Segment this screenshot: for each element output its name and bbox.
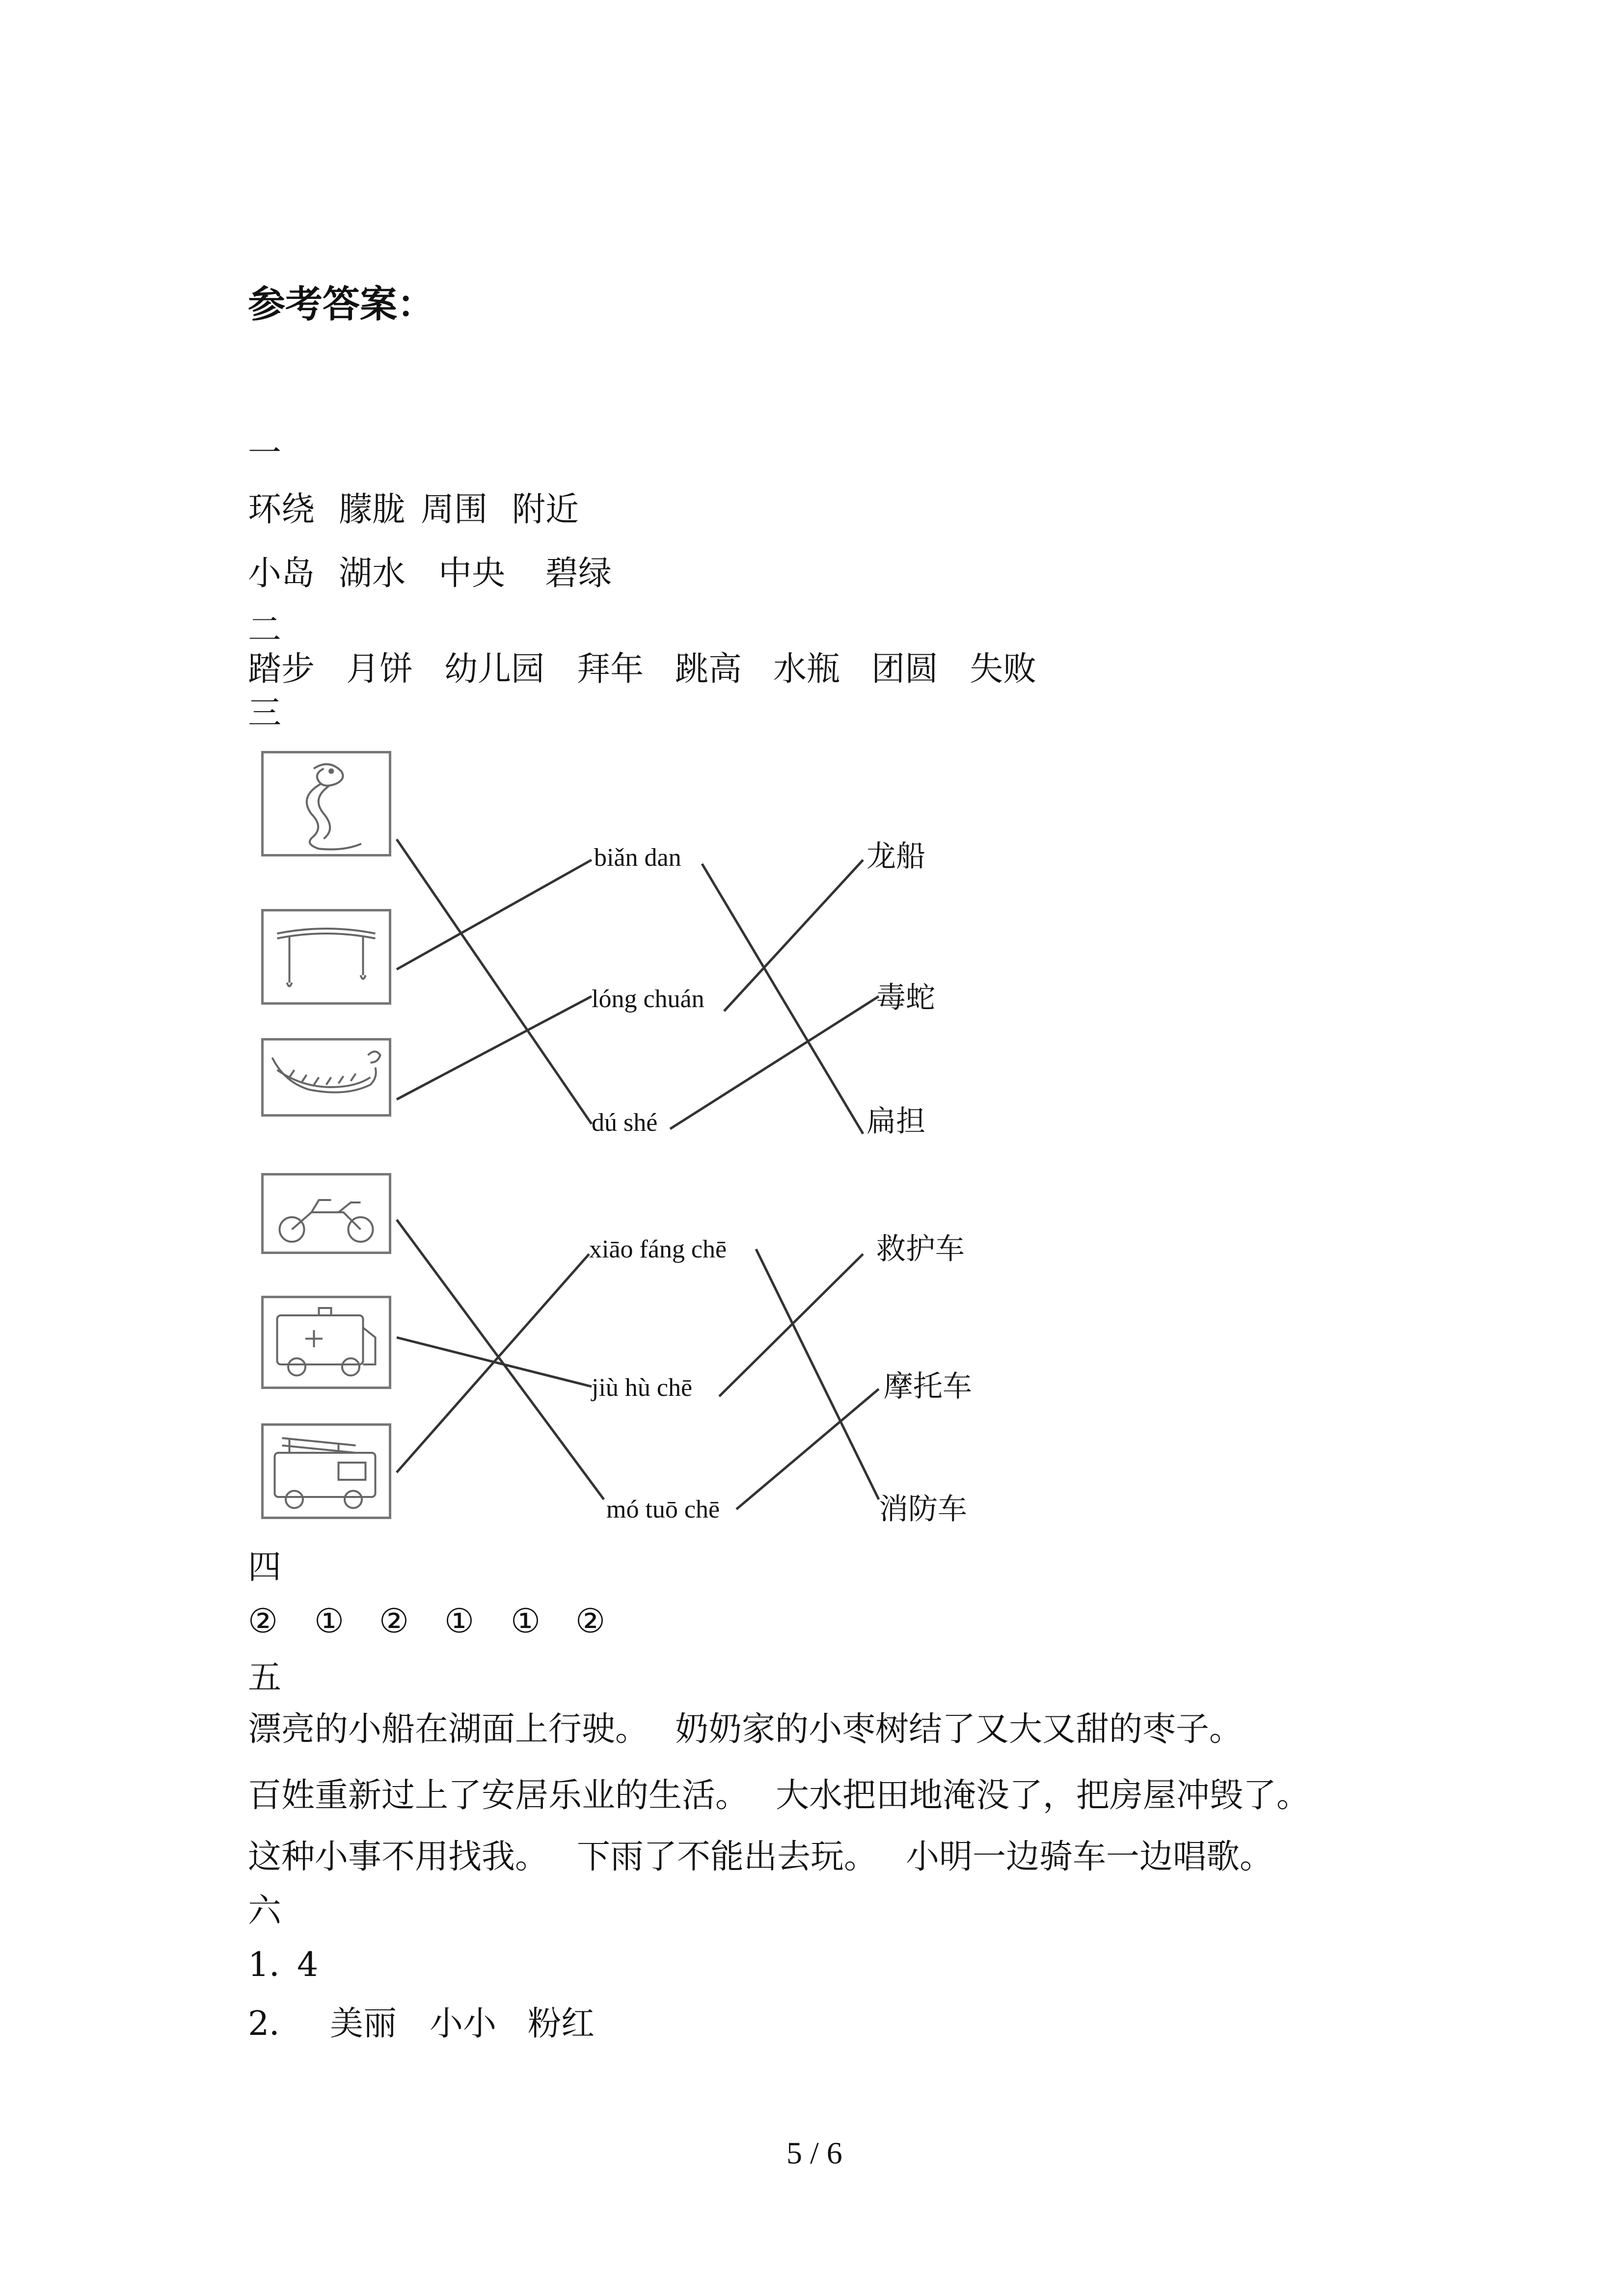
hanzi-label: 毒蛇 — [876, 981, 935, 1015]
answer-sentence: 下雨了不能出去玩。 — [577, 1838, 878, 1876]
answer-sentence: 漂亮的小船在湖面上行驶。 — [248, 1710, 649, 1749]
match-line — [736, 1389, 879, 1509]
section-heading-6: 六 — [248, 1892, 282, 1930]
answer-word: 拜年 — [577, 650, 644, 689]
match-line — [756, 1249, 879, 1499]
answer-word: 团圆 — [871, 650, 939, 689]
circled-answer: ② — [379, 1602, 409, 1641]
answer-word: 附近 — [512, 490, 579, 529]
answer-word: 月饼 — [346, 650, 413, 689]
section-heading-2: 二 — [248, 611, 282, 649]
pinyin-label: xiāo fáng chē — [589, 1235, 727, 1263]
item-answer: 粉红 — [528, 2004, 595, 2043]
match-line — [397, 1220, 604, 1499]
section-heading-4: 四 — [248, 1548, 282, 1587]
answer-word: 幼儿园 — [444, 650, 545, 689]
match-line — [397, 839, 592, 1124]
snake-icon — [264, 753, 389, 854]
circled-answer: ① — [314, 1602, 344, 1641]
circled-answer: ② — [575, 1602, 605, 1641]
answer-word: 水瓶 — [773, 650, 840, 689]
item-number: 2． — [248, 2004, 303, 2043]
section-heading-3: 三 — [248, 694, 282, 733]
hanzi-label: 扁担 — [866, 1104, 925, 1139]
answer-word: 周围 — [421, 490, 488, 529]
dragon-boat-icon — [264, 1041, 389, 1114]
motorcycle-picture — [261, 1173, 391, 1254]
pinyin-label: biǎn dan — [594, 844, 681, 872]
answer-sentence: 百姓重新过上了安居乐业的生活。 — [248, 1776, 749, 1815]
section-heading-5: 五 — [248, 1658, 282, 1697]
pinyin-label: mó tuō chē — [606, 1495, 720, 1523]
match-line — [397, 860, 592, 969]
match-line — [719, 1254, 863, 1396]
answer-sentence: 小明一边骑车一边唱歌。 — [906, 1838, 1273, 1876]
hanzi-label: 消防车 — [879, 1492, 967, 1526]
answer-word: 碧绿 — [545, 554, 612, 593]
answer-word: 中央 — [438, 554, 506, 593]
fire-truck-icon — [264, 1426, 389, 1517]
answer-word: 跳高 — [675, 650, 742, 689]
section-heading-1: 一 — [248, 434, 282, 473]
page-title: 参考答案： — [248, 282, 434, 326]
pinyin-label: dú shé — [592, 1109, 658, 1137]
answer-sentence: 大水把田地淹没了，把房屋冲毁了。 — [776, 1776, 1310, 1815]
answer-sentence: 奶奶家的小枣树结了又大又甜的枣子。 — [675, 1710, 1243, 1749]
hanzi-label: 摩托车 — [884, 1369, 972, 1404]
pinyin-label: lóng chuán — [592, 985, 704, 1013]
page-number: 5 / 6 — [786, 2136, 842, 2170]
answer-word: 湖水 — [339, 554, 406, 593]
answer-sentence: 这种小事不用找我。 — [248, 1838, 549, 1876]
item-answer: 小小 — [430, 2004, 497, 2043]
fire-truck-picture — [261, 1423, 391, 1519]
item-number: 1． — [248, 1946, 303, 1984]
hanzi-label: 龙船 — [866, 839, 925, 874]
answer-word: 小岛 — [248, 554, 315, 593]
match-line — [397, 996, 592, 1099]
answer-word: 踏步 — [248, 650, 315, 689]
carrying-pole-icon — [264, 911, 389, 1002]
ambulance-picture — [261, 1296, 391, 1389]
circled-answer: ① — [444, 1602, 474, 1641]
answer-word: 环绕 — [248, 490, 315, 529]
item-answer: 美丽 — [330, 2004, 397, 2043]
snake-picture — [261, 751, 391, 856]
circled-answer: ① — [511, 1602, 541, 1641]
answer-word: 朦胧 — [339, 490, 406, 529]
answer-word: 失败 — [970, 650, 1037, 689]
circled-answer: ② — [248, 1602, 278, 1641]
item-answer: 4 — [297, 1946, 319, 1984]
carrying-pole-picture — [261, 909, 391, 1005]
ambulance-icon — [264, 1298, 389, 1387]
hanzi-label: 救护车 — [876, 1232, 965, 1266]
motorcycle-icon — [264, 1175, 389, 1252]
pinyin-label: jiù hù chē — [592, 1374, 693, 1402]
dragon-boat-picture — [261, 1038, 391, 1117]
